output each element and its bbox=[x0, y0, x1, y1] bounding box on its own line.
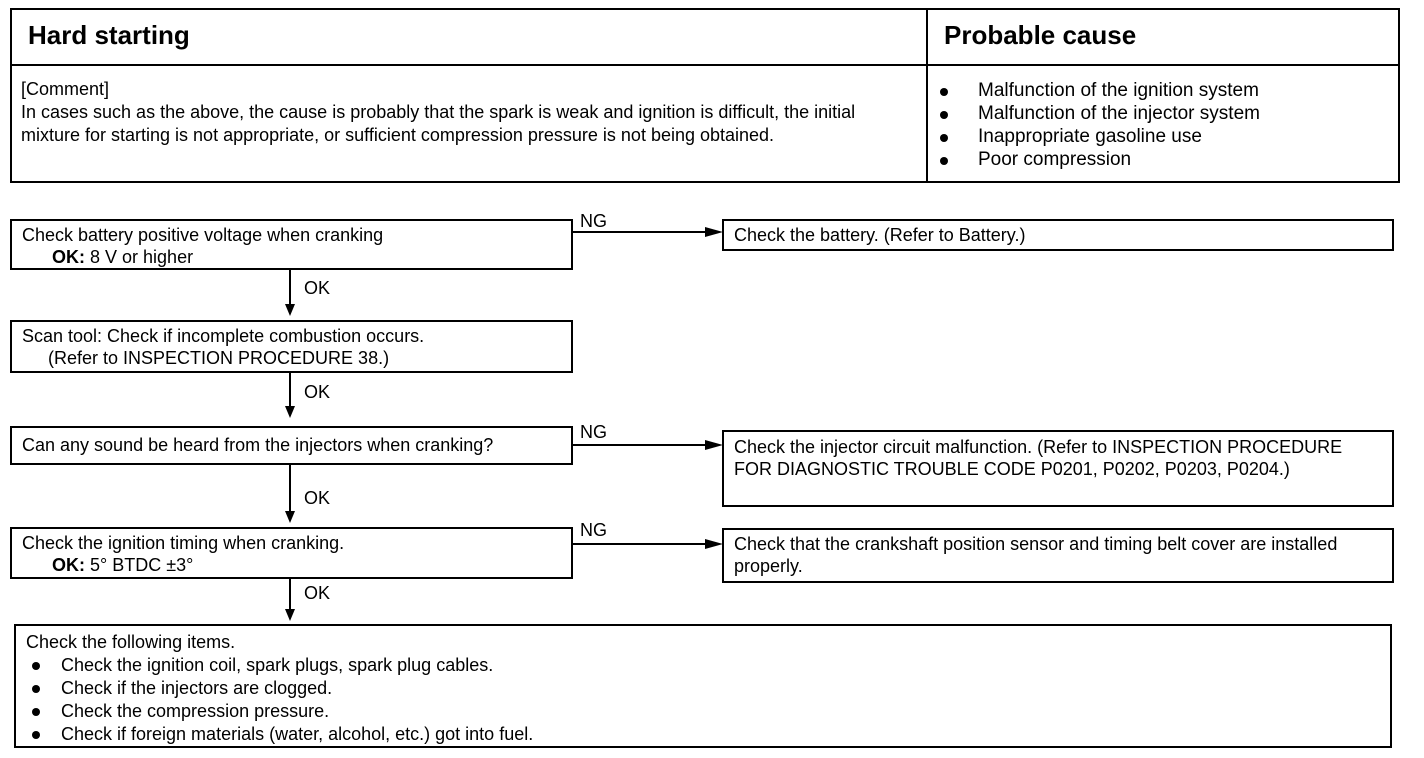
ok-label: OK bbox=[304, 488, 331, 508]
final-check-item: Check if the injectors are clogged. bbox=[26, 677, 1390, 700]
ng-connector bbox=[573, 543, 708, 545]
arrow-down-icon bbox=[285, 406, 295, 418]
final-check-item: Check the compression pressure. bbox=[26, 700, 1390, 723]
ok-label: OK bbox=[304, 278, 331, 298]
probable-cause-title: Probable cause bbox=[944, 20, 1137, 50]
probable-cause-list bbox=[936, 79, 1400, 171]
ng-label: NG bbox=[580, 211, 607, 231]
header-table bbox=[10, 8, 1400, 183]
bullet-icon bbox=[940, 88, 948, 96]
ok-connector bbox=[289, 270, 291, 306]
battery-check-box: Check the battery. (Refer to Battery.) bbox=[722, 219, 1394, 251]
arrow-down-icon bbox=[285, 511, 295, 523]
cause-item: Malfunction of the ignition system bbox=[936, 79, 1400, 102]
arrow-down-icon bbox=[285, 609, 295, 621]
final-check-item: Check if foreign materials (water, alcohol, etc.) got into fuel. bbox=[26, 723, 1390, 746]
bullet-icon bbox=[32, 685, 40, 693]
comment-label: [Comment] bbox=[21, 79, 110, 99]
step-injector-text: Can any sound be heard from the injectors when cranking? bbox=[22, 435, 494, 455]
cause-item: Poor compression bbox=[936, 148, 1400, 171]
step-incomplete-combustion bbox=[10, 320, 573, 373]
bullet-icon bbox=[940, 157, 948, 165]
ok-connector bbox=[289, 465, 291, 513]
cause-item: Inappropriate gasoline use bbox=[936, 125, 1400, 148]
step-combustion-ref: (Refer to INSPECTION PROCEDURE 38.) bbox=[48, 348, 390, 368]
bullet-icon bbox=[32, 708, 40, 716]
step-battery-voltage bbox=[10, 219, 573, 270]
step-timing-ok-criterion: OK: 5° BTDC ±3° bbox=[52, 555, 194, 575]
ok-connector bbox=[289, 373, 291, 408]
final-checks-title: Check the following items. bbox=[26, 632, 236, 652]
bullet-icon bbox=[940, 111, 948, 119]
step-combustion-text: Scan tool: Check if incomplete combustion occurs. bbox=[22, 326, 425, 346]
bullet-icon bbox=[940, 134, 948, 142]
ng-label: NG bbox=[580, 422, 607, 442]
arrow-down-icon bbox=[285, 304, 295, 316]
comment-text: In cases such as the above, the cause is probably that the spark is weak and ignition is difficult, the initial mixture for starting is not appropriate, or sufficient compression pressure is not being obtained. bbox=[21, 102, 856, 145]
injector-circuit-check-box: Check the injector circuit malfunction. (Refer to INSPECTION PROCEDURE FOR DIAGNOSTIC TROUBLE CODE P0201, P0202, P0203, P0204.) bbox=[722, 430, 1394, 507]
probable-cause-title-cell bbox=[928, 10, 1400, 66]
symptom-title: Hard starting bbox=[28, 20, 190, 50]
step-battery-text: Check battery positive voltage when cranking bbox=[22, 225, 384, 245]
probable-cause-list-cell bbox=[928, 66, 1400, 183]
arrow-right-icon bbox=[705, 539, 723, 549]
final-check-item: Check the ignition coil, spark plugs, spark plug cables. bbox=[26, 654, 1390, 677]
symptom-title-cell bbox=[12, 10, 928, 66]
ok-label: OK bbox=[304, 583, 331, 603]
cause-item: Malfunction of the injector system bbox=[936, 102, 1400, 125]
arrow-right-icon bbox=[705, 440, 723, 450]
step-timing-text: Check the ignition timing when cranking. bbox=[22, 533, 345, 553]
final-checks-list bbox=[26, 654, 1390, 746]
bullet-icon bbox=[32, 662, 40, 670]
step-battery-ok-criterion: OK: 8 V or higher bbox=[52, 247, 194, 267]
ng-connector bbox=[573, 444, 708, 446]
step-ignition-timing bbox=[10, 527, 573, 579]
final-checks-box bbox=[14, 624, 1392, 748]
ng-connector bbox=[573, 231, 708, 233]
crankshaft-sensor-check-box: Check that the crankshaft position sensor and timing belt cover are installed properly. bbox=[722, 528, 1394, 583]
ok-label: OK bbox=[304, 382, 331, 402]
bullet-icon bbox=[32, 731, 40, 739]
ng-label: NG bbox=[580, 520, 607, 540]
ok-connector bbox=[289, 579, 291, 611]
arrow-right-icon bbox=[705, 227, 723, 237]
comment-cell bbox=[12, 66, 928, 183]
step-injector-sound bbox=[10, 426, 573, 465]
